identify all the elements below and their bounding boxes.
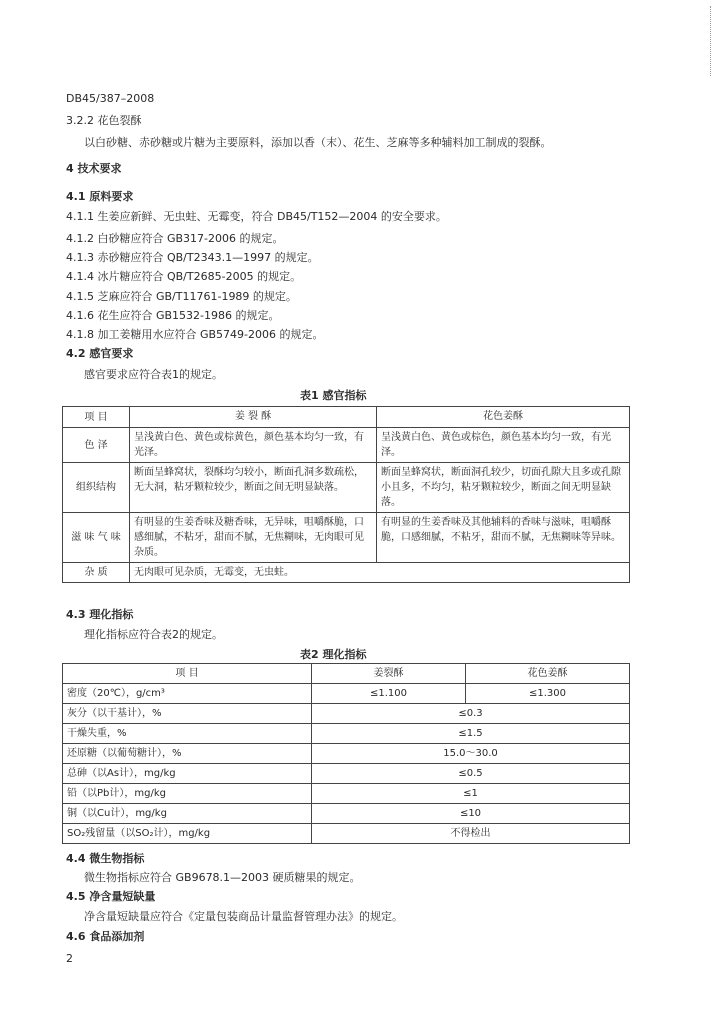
section-4-title: 4 技术要求 — [66, 162, 122, 175]
table-row — [63, 704, 630, 724]
table-header-cell: 姜 裂 酥 — [130, 407, 377, 428]
document-header: DB45/387–2008 — [66, 92, 155, 105]
table-row — [63, 804, 630, 824]
row-label: SO₂残留量（以SO₂计），mg/kg — [63, 824, 312, 844]
row-label: 色 泽 — [63, 428, 130, 463]
table-row — [63, 824, 630, 844]
row-label: 组织结构 — [63, 463, 130, 513]
cell-value: ≤0.5 — [312, 764, 630, 784]
section-4-2-body: 感官要求应符合表1的规定。 — [84, 368, 223, 381]
cell-value: ≤0.3 — [312, 704, 630, 724]
table-2-caption: 表2 理化指标 — [300, 648, 367, 661]
list-item: 4.1.2 白砂糖应符合 GB317-2006 的规定。 — [66, 232, 284, 245]
cell-impurity: 无肉眼可见杂质，无霉变，无虫蛀。 — [130, 563, 630, 583]
cell-value: ≤1.5 — [312, 724, 630, 744]
row-label: 铅（以Pb计），mg/kg — [63, 784, 312, 804]
table-row — [63, 563, 630, 583]
table-1-sensory — [62, 406, 630, 583]
section-4-4-title: 4.4 微生物指标 — [66, 852, 145, 865]
table-header-cell: 花色姜酥 — [377, 407, 630, 428]
cell-value: ≤1.300 — [466, 684, 630, 704]
cell-value: 15.0～30.0 — [312, 744, 630, 764]
table-header-cell: 姜裂酥 — [312, 664, 466, 684]
table-row — [63, 724, 630, 744]
table-row — [63, 428, 630, 463]
list-item: 4.1.3 赤砂糖应符合 QB/T2343.1—1997 的规定。 — [66, 251, 319, 264]
row-label: 灰分（以干基计），% — [63, 704, 312, 724]
cell-jiang-lie-su: 呈浅黄白色、黄色或棕黄色，颜色基本均匀一致，有光泽。 — [130, 428, 377, 463]
scan-edge-mark — [710, 6, 717, 76]
row-label: 密度（20℃），g/cm³ — [63, 684, 312, 704]
list-item: 4.1.5 芝麻应符合 GB/T11761-1989 的规定。 — [66, 290, 297, 303]
section-4-1-title: 4.1 原料要求 — [66, 190, 134, 203]
cell-value: ≤1 — [312, 784, 630, 804]
cell-value: ≤10 — [312, 804, 630, 824]
table-row — [63, 513, 630, 563]
row-label: 干燥失重，% — [63, 724, 312, 744]
cell-jiang-lie-su: 有明显的生姜香味及糖香味，无异味，咀嚼酥脆，口感细腻，不粘牙，甜而不腻，无焦糊味，无肉眼可见杂质。 — [130, 513, 377, 563]
row-label: 杂 质 — [63, 563, 130, 583]
list-item: 4.1.1 生姜应新鲜、无虫蛀、无霉变，符合 DB45/T152—2004 的安全要求。 — [66, 210, 447, 223]
table-row — [63, 744, 630, 764]
list-item: 4.1.4 冰片糖应符合 QB/T2685-2005 的规定。 — [66, 270, 302, 283]
table-1-caption: 表1 感官指标 — [300, 389, 367, 402]
table-header-cell: 项 目 — [63, 407, 130, 428]
table-row — [63, 684, 630, 704]
table-row — [63, 784, 630, 804]
table-row — [63, 764, 630, 784]
cell-hua-se-jiang-su: 有明显的生姜香味及其他辅料的香味与滋味，咀嚼酥脆，口感细腻，不粘牙，甜而不腻，无焦糊味等异味。 — [377, 513, 630, 563]
list-item: 4.1.8 加工姜糖用水应符合 GB5749-2006 的规定。 — [66, 328, 324, 341]
table-2-physicochemical — [62, 663, 630, 844]
cell-hua-se-jiang-su: 呈浅黄白色、黄色或棕色，颜色基本均匀一致，有光泽。 — [377, 428, 630, 463]
cell-hua-se-jiang-su: 断面呈蜂窝状，断面洞孔较少，切面孔隙大且多或孔隙小且多，不均匀，粘牙颗粒较少，断面之间无明显缺落。 — [377, 463, 630, 513]
section-4-2-title: 4.2 感官要求 — [66, 347, 134, 360]
page-number: 2 — [66, 952, 73, 965]
section-4-5-body: 净含量短缺量应符合《定量包装商品计量监督管理办法》的规定。 — [84, 910, 403, 923]
section-4-3-body: 理化指标应符合表2的规定。 — [84, 628, 223, 641]
cell-value: 不得检出 — [312, 824, 630, 844]
table-header-row — [63, 664, 630, 684]
section-4-4-body: 微生物指标应符合 GB9678.1—2003 硬质糖果的规定。 — [84, 871, 361, 884]
table-header-cell: 项 目 — [63, 664, 312, 684]
section-4-6-title: 4.6 食品添加剂 — [66, 930, 145, 943]
cell-jiang-lie-su: 断面呈蜂窝状，裂酥均匀较小，断面孔洞多数疏松，无大洞，粘牙颗粒较少，断面之间无明显缺落。 — [130, 463, 377, 513]
table-row — [63, 463, 630, 513]
list-item: 4.1.6 花生应符合 GB1532-1986 的规定。 — [66, 309, 280, 322]
table-header-row — [63, 407, 630, 428]
table-header-cell: 花色姜酥 — [466, 664, 630, 684]
section-4-5-title: 4.5 净含量短缺量 — [66, 890, 156, 903]
row-label: 铜（以Cu计），mg/kg — [63, 804, 312, 824]
row-label: 滋 味 气 味 — [63, 513, 130, 563]
row-label: 还原糖（以葡萄糖计），% — [63, 744, 312, 764]
row-label: 总砷（以As计），mg/kg — [63, 764, 312, 784]
section-3-2-2-body: 以白砂糖、赤砂糖或片糖为主要原料，添加以香（末）、花生、芝麻等多种辅料加工制成的裂酥。 — [84, 136, 552, 149]
section-3-2-2-title: 3.2.2 花色裂酥 — [66, 114, 142, 127]
cell-value: ≤1.100 — [312, 684, 466, 704]
section-4-3-title: 4.3 理化指标 — [66, 608, 134, 621]
